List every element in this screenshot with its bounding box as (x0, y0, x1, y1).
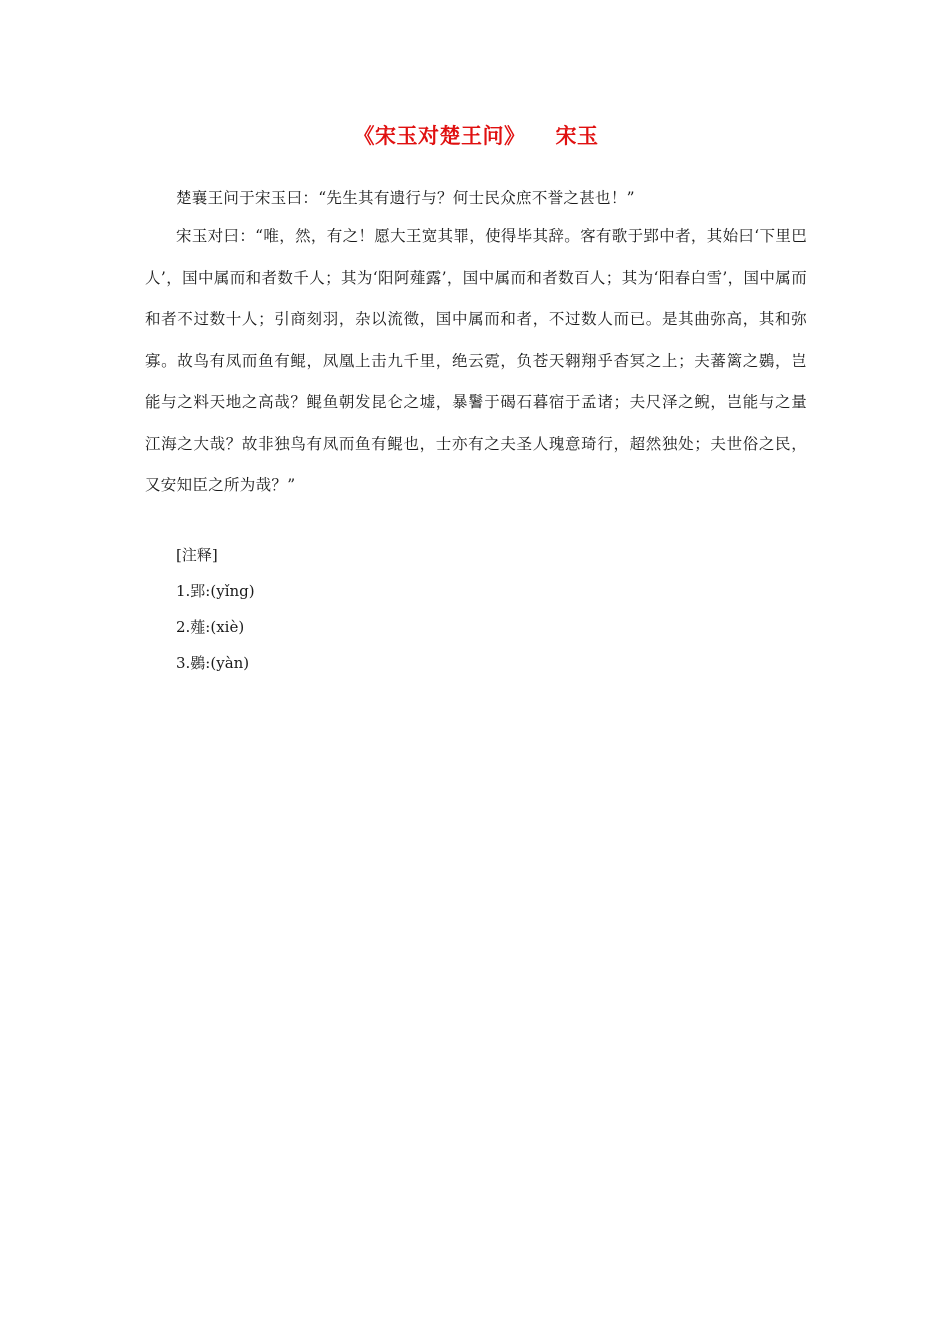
title-text: 《宋玉对楚王问》 (353, 124, 526, 148)
note-item-1: 1.郢:(yǐng) (176, 581, 255, 600)
note-item-3: 3.鷃:(yàn) (176, 653, 250, 672)
paragraph-1: 楚襄王问于宋玉曰：“先生其有遗行与？何士民众庶不誉之甚也！” (176, 189, 635, 207)
document-page (145, 118, 807, 681)
notes-heading: [注释] (176, 545, 218, 564)
author-name: 宋玉 (555, 124, 599, 148)
notes-section (145, 537, 807, 681)
note-item-2: 2.薤:(xiè) (176, 617, 245, 636)
page-title (145, 118, 807, 154)
paragraph-2: 宋玉对曰：“唯，然，有之！愿大王宽其罪，使得毕其辞。客有歌于郢中者，其始曰‘下里巴人’，国中属而和者数千人；其为‘阳阿薤露’，国中属而和者数百人；其为‘阳春白雪’，国中属而和者不过数十人；引商刻羽，杂以流徵，国中属而和者，不过数人而已。是其曲弥高，其和弥寡。故鸟有凤而鱼有鲲，凤凰上击九千里，绝云霓，负苍天翱翔乎杳冥之上；夫蕃篱之鷃，岂能与之料天地之高哉？鲲鱼朝发昆仑之墟，暴鬐于碣石暮宿于孟诸；夫尺泽之鲵，岂能与之量江海之大哉？故非独鸟有凤而鱼有鲲也，士亦有之夫圣人瑰意琦行，超然独处；夫世俗之民，又安知臣之所为哉？” (145, 227, 807, 494)
